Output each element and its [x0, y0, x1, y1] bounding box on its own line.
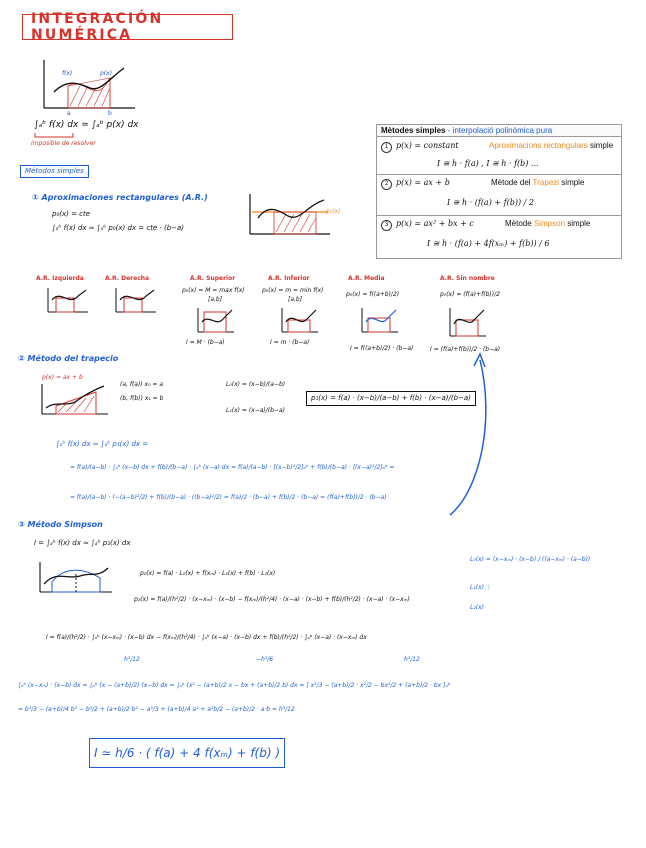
section-2-title: ② Método del trapecio: [18, 354, 119, 363]
panel-row-2-label-post: simple: [559, 178, 585, 187]
page-title: INTEGRACIÓN NUMÉRICA: [22, 14, 233, 40]
section-2-point-a: (a, f(a)) x₀ = a: [120, 381, 164, 388]
intro-note: imposible de resolver: [31, 140, 96, 147]
variant-sin-nombre-result: I ≃ (f(a)+f(b))/2 · (b−a): [430, 346, 501, 353]
panel-row-3-label-post: simple: [565, 219, 591, 228]
final-simpson-formula: I ≃ h/6 · ( f(a) + 4 f(xₘ) + f(b) ): [89, 738, 285, 768]
section-3-under-3: h³/12: [404, 656, 420, 663]
panel-row-2-label-highlight: Trapezi: [532, 178, 560, 187]
section-3-I-expanded: I = f(a)/(h²/2) · ∫ₐᵇ (x−xₘ) · (x−b) dx − f(xₘ)/(h²/4) · ∫ₐᵇ (x−a) · (x−b) dx + f(b)/(h²/2) · ∫ₐᵇ (x−a) · (x−xₘ) dx: [46, 634, 367, 641]
section-3-L0: L₀(x) = (x−xₘ) · (x−b) / ((a−xₘ) · (a−b)): [470, 556, 591, 563]
variant-inferior-graph: [280, 306, 320, 336]
section-3-p2: p₂(x) = f(a) · L₀(x) + f(xₘ) · L₁(x) + f(b) · L₂(x): [140, 570, 276, 577]
intro-f-label: f(x): [62, 70, 73, 77]
section-2-line-3: = f(a)/(a−b) · (−(a−b)²/2) + f(b)/(b−a) · ((b−a)²/2) = f(a)/2 · (b−a) + f(b)/2 · (b−a) = (f(a)+f(b))/2 · (b−a): [70, 494, 387, 501]
panel-row-3-formula: I ≅ h · (f(a) + 4f(xₘ) + f(b)) / 6: [427, 239, 550, 248]
variant-inferior-name: A.R. Inferior: [268, 275, 310, 282]
panel-row-2-num: 2: [381, 179, 392, 190]
intro-graph: [40, 58, 140, 113]
panel-row-3-num: 3: [381, 220, 392, 231]
section-2-L0: L₀(x) = (x−b)/(a−b): [226, 381, 286, 388]
variant-superior-p: p₀(x) = M = max f(x): [182, 287, 245, 294]
section-2-p: p(x) = ax + b: [42, 374, 83, 381]
panel-divider: [377, 174, 621, 175]
panel-row-2-poly: p(x) = ax + b: [396, 178, 450, 187]
panel-row-2-label-pre: Mètode del: [491, 178, 533, 187]
variant-inferior-result: I ≃ m · (b−a): [270, 339, 310, 346]
variant-sin-nombre-p: p₀(x) = (f(a)+f(b))/2: [440, 291, 500, 298]
section-3-I: I = ∫ₐᵇ f(x) dx ≃ ∫ₐᵇ p₂(x) dx: [34, 539, 131, 547]
panel-row-2-formula: I ≅ h · (f(a) + f(b)) / 2: [447, 198, 534, 207]
panel-row-1-label-post: simple: [587, 141, 614, 150]
section-2-point-b: (b, f(b)) x₁ = b: [120, 395, 164, 402]
section-1-p: p₀(x) = cte: [52, 210, 91, 218]
section-3-title: ③ Método Simpson: [18, 520, 103, 529]
intro-p-label: p(x): [100, 70, 113, 77]
variant-superior-graph: [196, 306, 236, 336]
section-label-metodos: Métodos simples: [20, 165, 89, 178]
panel-divider: [377, 215, 621, 216]
arrow-connector: [440, 340, 500, 520]
variant-superior-name: A.R. Superior: [190, 275, 236, 282]
panel-header-rest: - interpolació polinòmica pura: [445, 126, 553, 135]
intro-brace: [34, 132, 74, 138]
section-2-L1: L₁(x) = (x−a)/(b−a): [226, 407, 285, 414]
section-3-p2-expanded: p₂(x) = f(a)/(h²/2) · (x−xₘ) · (x−b) − f(xₘ)/(h²/4) · (x−a) · (x−b) + f(b)/(h²/2) · (x−a) · (x−xₘ): [134, 596, 410, 603]
section-2-graph: [38, 382, 110, 418]
section-2-line-2: = f(a)/(a−b) · ∫ₐᵇ (x−b) dx + f(b)/(b−a) · ∫ₐᵇ (x−a) dx = f(a)/(a−b) · [(x−b)²/2]ₐᵇ + f(b)/(b−a) · [(x−a)²/2]ₐᵇ =: [70, 464, 395, 471]
variant-sin-nombre-graph: [448, 306, 488, 340]
variant-superior-result: I ≃ M · (b−a): [186, 339, 225, 346]
section-3-graph: [36, 560, 114, 598]
variant-media-result: I ≃ f((a+b)/2) · (b−a): [350, 345, 414, 352]
variant-media-name: A.R. Media: [348, 275, 385, 282]
panel-header-bold: Mètodes simples: [381, 126, 446, 135]
section-3-L2: L₂(x): [470, 604, 484, 611]
panel-row-3-label-pre: Mètode: [505, 219, 534, 228]
section-2-boxed-formula: p₁(x) = f(a) · (x−b)/(a−b) + f(b) · (x−a)/(b−a): [306, 391, 476, 406]
variant-inferior-p2: [a,b]: [288, 296, 303, 303]
section-1-graph-label: p₀(x): [326, 208, 341, 215]
variant-derecha-name: A.R. Derecha: [105, 275, 150, 282]
section-2-line-1: ∫ₐᵇ f(x) dx ≃ ∫ₐᵇ p₁(x) dx =: [56, 440, 149, 448]
panel-row-1-label-highlight: Aproximacions rectangulars: [489, 141, 588, 150]
variant-media-graph: [360, 306, 400, 336]
panel-header: [377, 125, 621, 137]
section-3-L1: L₁(x) ⋮: [470, 584, 492, 591]
panel-row-3-poly: p(x) = ax² + bx + c: [396, 219, 474, 228]
variant-izquierda-graph: [46, 286, 90, 316]
section-1-integral: ∫ₐᵇ f(x) dx ≃ ∫ₐᵇ p₀(x) dx = cte · (b−a): [52, 224, 185, 232]
variant-sin-nombre-name: A.R. Sin nombre: [440, 275, 495, 282]
panel-row-1-poly: p(x) = constant: [396, 141, 459, 150]
section-3-under-1: h³/12: [124, 656, 140, 663]
section-3-long-2: = b³/3 − (a+b)/4 b² − b³/2 + (a+b)/2 b² − a³/3 + (a+b)/4 a² + a²b/2 − (a+b)/2 · a·b = h³/12: [18, 706, 295, 713]
section-1-graph: [244, 192, 334, 240]
variant-superior-p2: [a,b]: [208, 296, 223, 303]
variant-media-p: p₀(x) = f((a+b)/2): [346, 291, 400, 298]
intro-equation: ∫ₐᵇ f(x) dx ≃ ∫ₐᵇ p(x) dx: [34, 120, 139, 130]
methods-summary-panel: [376, 124, 622, 259]
intro-b-label: b: [108, 110, 112, 117]
section-3-long-1: ∫ₐᵇ (x−xₘ) · (x−b) dx = ∫ₐᵇ (x − (a+b)/2) (x−b) dx = ∫ₐᵇ (x² − (a+b)/2 x − bx + (a+b)/2 b) dx = [ x³/3 − (a+b)/2 · x²/2 − bx²/2 + (a+b)/2 · bx ]ₐᵇ: [18, 682, 451, 689]
section-3-under-2: −h³/6: [256, 656, 274, 663]
panel-row-1-num: 1: [381, 142, 392, 153]
section-1-title: ① Aproximaciones rectangulares (A.R.): [32, 193, 208, 202]
variant-derecha-graph: [114, 286, 158, 316]
variant-inferior-p: p₀(x) = m = min f(x): [262, 287, 324, 294]
panel-row-3-label-highlight: Simpson: [533, 219, 566, 228]
intro-a-label: a: [67, 110, 71, 117]
panel-row-1-formula: I ≅ h · f(a) , I ≅ h · f(b) ...: [437, 159, 539, 168]
variant-izquierda-name: A.R. Izquierda: [36, 275, 84, 282]
